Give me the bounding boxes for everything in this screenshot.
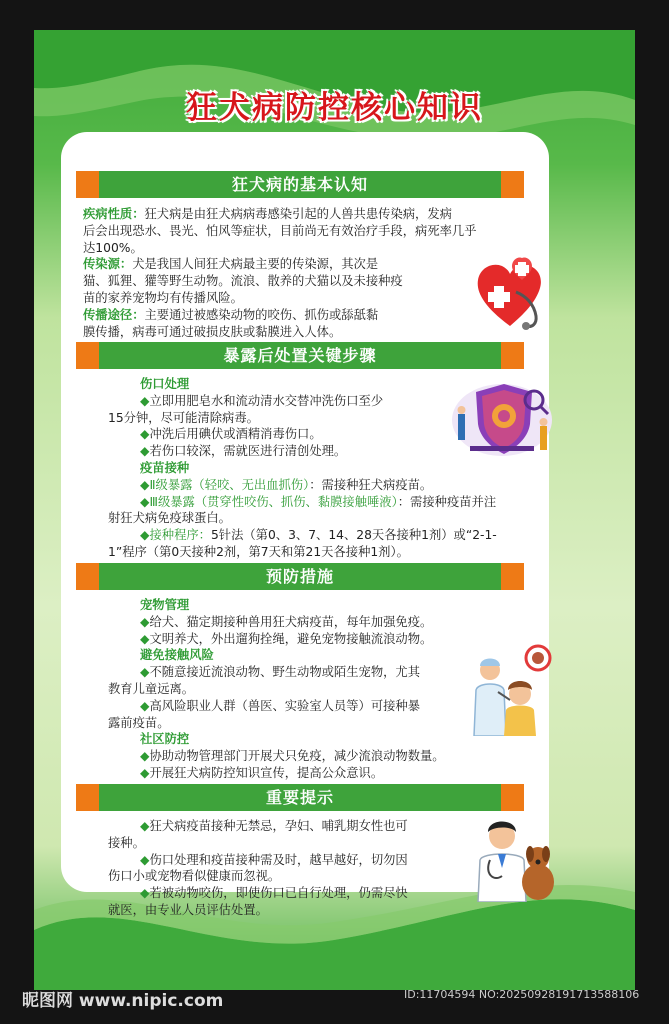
- virus-lab-illustration-icon: [448, 380, 556, 458]
- section-exposure-content: 伤口处理 ◆立即用肥皂水和流动清水交替冲洗伤口至少 15分钟，尽可能清除病毒。 ◆冲洗后用碘伏或酒精消毒伤口。 ◆若伤口较深，需就医进行清创处理。 疫苗接种 ◆Ⅱ级暴露（轻咬、无出血抓伤）：需接种狂犬病疫苗。 ◆Ⅲ级暴露（贯穿性咬伤、抓伤、黏膜接触唾液）：需接种疫苗并注 射狂犬病免疫球蛋白。 ◆接种程序：5针法（第0、3、7、14、28天各接种1剂）或“2-1- 1”程序（第0天接种2剂，第7天和第21天各接种1剂）。: [108, 377, 497, 559]
- section-basic-content: 疾病性质：狂犬病是由狂犬病病毒感染引起的人兽共患传染病，发病 后会出现恐水、畏光、怕风等症状，目前尚无有效治疗手段，病死率几乎 达100%。 传染源：犬是我国人间狂犬病最主要的传染源，其次是 猫、狐狸、獾等野生动物。流浪、散养的犬猫以及未接种疫 苗的家养宠物均有传播风险。 传播途径：主要通过被感染动物的咬伤、抓伤或舔舐黏 膜传播，病毒可通过破损皮肤或黏膜进入人体。: [83, 207, 477, 339]
- heart-medical-icon: [474, 252, 556, 332]
- section-prevention-content: 宠物管理 ◆给犬、猫定期接种兽用狂犬病疫苗，每年加强免疫。 ◆文明养犬，外出遛狗拴绳，避免宠物接触流浪动物。 避免接触风险 ◆不随意接近流浪动物、野生动物或陌生宠物，尤其 教育儿童远离。 ◆高风险职业人群（兽医、实验室人员等）可接种暴 露前疫苗。 社区防控 ◆协助动物管理部门开展犬只免疫，减少流浪动物数量。 ◆开展狂犬病防控知识宣传，提高公众意识。: [108, 598, 445, 780]
- section-header-prevention: 预防措施: [76, 563, 524, 590]
- watermark-id: ID:11704594 NO:20250928191713588106: [404, 988, 640, 1001]
- section-header-exposure: 暴露后处置关键步骤: [76, 342, 524, 369]
- section-tips-content: ◆狂犬病疫苗接种无禁忌，孕妇、哺乳期女性也可 接种。 ◆伤口处理和疫苗接种需及时，越早越好，切勿因 伤口小或宠物看似健康而忽视。 ◆若被动物咬伤，即使伤口已自行处理，仍需尽快 就医，由专业人员评估处置。: [108, 819, 408, 917]
- veterinarian-dog-illustration-icon: [472, 816, 556, 902]
- section-header-basic: 狂犬病的基本认知: [76, 171, 524, 198]
- section-header-tips: 重要提示: [76, 784, 524, 811]
- watermark-brand: 昵图网 www.nipic.com: [22, 991, 224, 1011]
- poster-title: 狂犬病防控核心知识: [186, 90, 483, 126]
- doctor-child-illustration-icon: [470, 644, 554, 736]
